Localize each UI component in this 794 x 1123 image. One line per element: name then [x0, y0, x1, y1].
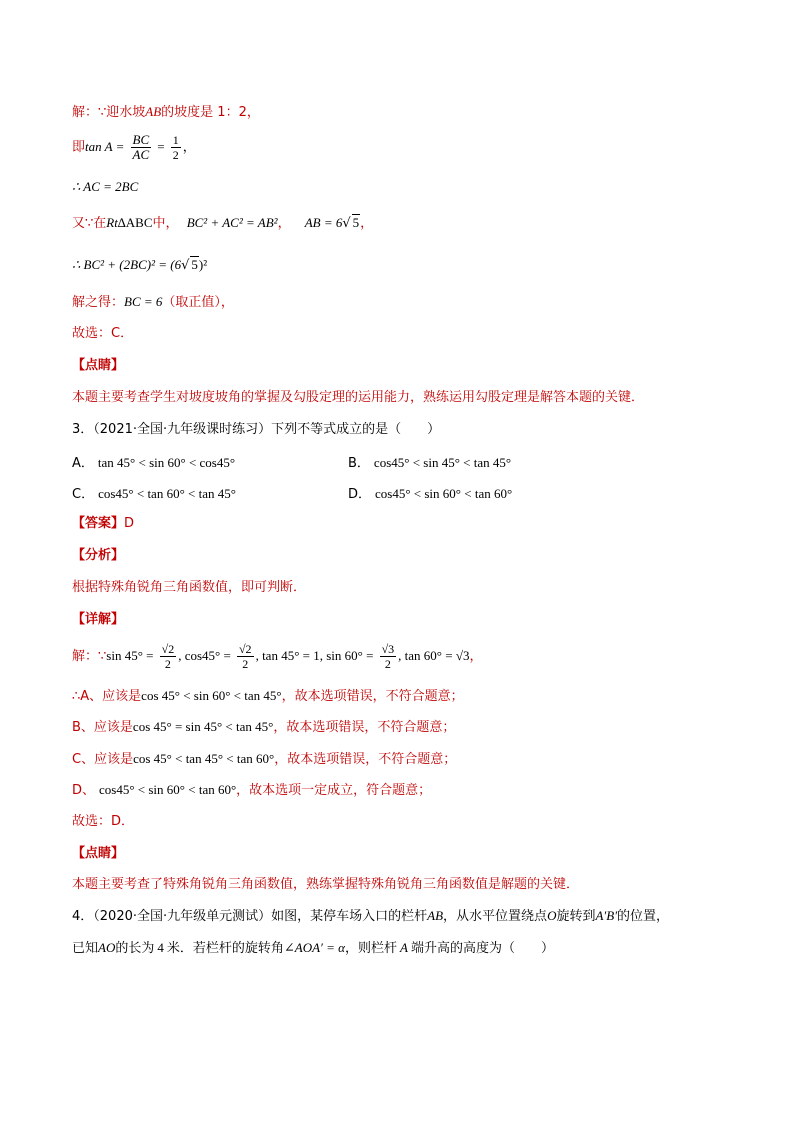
option-expression: cos45° < sin 60° < tan 60° [375, 486, 513, 501]
math: , cos45° = [178, 648, 231, 663]
question-source: （2021·全国·九年级课时练习） [93, 422, 272, 437]
math: cos45° < sin 60° < tan 60° [99, 782, 237, 797]
text: ，则栏杆 [345, 941, 398, 956]
q2-solution-line-6 [72, 293, 234, 312]
fraction-sqrt2-2 [237, 642, 254, 671]
text: 的位置， [617, 909, 670, 924]
option-expression: cos45° < tan 60° < tan 45° [98, 486, 236, 501]
math: AB = 6 [304, 215, 343, 230]
text: 已知 [72, 941, 99, 956]
math: 5 [191, 257, 198, 272]
denominator: 2 [384, 657, 391, 671]
q3-analysis-text: 根据特殊角锐角三角函数值，即可判断． [72, 580, 307, 595]
q4-stem-line-1 [72, 907, 669, 926]
q2-solution-line-7 [72, 325, 133, 343]
question-number: 4． [72, 909, 94, 924]
math: 4 [157, 940, 164, 955]
math: ∆ABC [117, 215, 153, 230]
numerator: 1 [172, 133, 179, 147]
q3-dianjing-text: 本题主要考查了特殊角锐角三角函数值，熟练掌握特殊角锐角三角函数值是解题的关键． [72, 877, 580, 892]
math: )² [198, 257, 208, 272]
q3-choose [72, 813, 134, 831]
radical-icon: √ [181, 258, 190, 273]
q3-detail-line-d [72, 781, 431, 800]
answer-value: D [124, 516, 135, 531]
text: （取正值）， [162, 295, 234, 310]
q2-solution-line-3 [72, 178, 138, 197]
text: B、应该是 [72, 720, 133, 735]
text: ， [277, 216, 291, 231]
text: 解：∵迎水坡 [72, 105, 146, 120]
math: BC² + AC² = AB² [186, 215, 278, 230]
text: ，故本选项错误，不符合题意； [274, 752, 457, 767]
option-label: A． [72, 456, 94, 471]
option-label: D． [348, 487, 372, 502]
question-stem: 下列不等式成立的是（ ） [271, 422, 441, 437]
q3-option-a [72, 452, 235, 471]
text: ． [121, 814, 135, 829]
q3-detail-line-b [72, 718, 455, 737]
denominator: 2 [164, 657, 171, 671]
q3-option-d [348, 483, 512, 502]
q2-dianjing-text: 本题主要考查学生对坡度坡角的掌握及勾股定理的运用能力，熟练运用勾股定理是解答本题的关键． [72, 390, 645, 405]
math: BC = 6 [124, 294, 163, 309]
text: 的长为 [115, 941, 155, 956]
text: 故选： [72, 814, 112, 829]
q2-solution-line-5 [72, 256, 207, 275]
answer: C [111, 326, 121, 341]
math: , tan 45° = 1, sin 60° = [255, 648, 374, 663]
q3-stem [72, 421, 440, 439]
math: A [400, 940, 408, 955]
q3-answer [72, 515, 134, 533]
text: 故选： [72, 326, 112, 341]
math: ∴ AC = 2BC [72, 179, 139, 194]
text: ， [182, 140, 196, 155]
denominator: 2 [242, 657, 249, 671]
option-expression: tan 45° < sin 60° < cos45° [97, 455, 236, 470]
text: ∴A、应该是 [72, 689, 142, 704]
denominator: 2 [172, 148, 179, 162]
math: cos 45° < sin 60° < tan 45° [141, 688, 282, 703]
math: O [547, 908, 557, 923]
radical-icon: √ [342, 216, 351, 231]
text: 即 [72, 140, 86, 155]
numerator: √2 [161, 642, 175, 656]
text: 旋转到 [556, 909, 596, 924]
math: ∠AOA′ = α [283, 940, 345, 955]
text: 又∵在 [72, 216, 107, 231]
q4-stem-line-2 [72, 939, 554, 958]
q3-detail-line-a [72, 687, 464, 706]
option-label: B． [348, 456, 370, 471]
math: A′B′ [595, 908, 618, 923]
denominator: AC [132, 147, 150, 162]
text: ，从水平位置绕点 [443, 909, 548, 924]
text: D、 [72, 783, 96, 798]
math: AB [427, 908, 444, 923]
text: 端升高的高度为（ ） [410, 941, 554, 956]
numerator: BC [132, 132, 150, 147]
text: 解之得： [72, 295, 125, 310]
math: 5 [352, 215, 360, 230]
question-number: 3． [72, 422, 94, 437]
text: ， [360, 216, 374, 231]
question-source: （2020·全国·九年级单元测试） [93, 909, 272, 924]
q2-solution-line-4 [72, 214, 373, 233]
math: tan A = [85, 139, 125, 154]
q2-solution-line-2: 即tan A = $\frac{BC}{AC}$ = $\frac{1}{2}$ ， [72, 132, 196, 162]
fraction-bc-ac [131, 133, 152, 162]
math: sin 45° = [106, 648, 154, 663]
numerator: √2 [238, 642, 252, 656]
answer: D [111, 814, 122, 829]
text: 米．若栏杆的旋转角 [166, 941, 284, 956]
text: ，故本选项错误，不符合题意； [273, 720, 456, 735]
math: AB [145, 104, 162, 119]
text: 解：∵ [72, 649, 107, 664]
fraction-sqrt3-2 [380, 642, 397, 671]
math: Rt [106, 215, 118, 230]
fraction-1-2 [171, 133, 181, 162]
q3-dianjing-heading: 【点睛】 [72, 846, 125, 861]
q3-option-c [72, 483, 236, 502]
text: ， [469, 649, 483, 664]
math: , tan 60° = √3 [398, 648, 470, 663]
math: AO [98, 940, 116, 955]
q3-option-b [348, 452, 511, 471]
text: ，故本选项一定成立，符合题意； [236, 783, 432, 798]
option-expression: cos45° < sin 45° < tan 45° [373, 455, 512, 470]
text: 如图，某停车场入口的栏杆 [271, 909, 428, 924]
math: cos 45° < tan 45° < tan 60° [133, 751, 275, 766]
q2-solution-line-1 [72, 103, 260, 122]
q3-detail-heading: 【详解】 [72, 612, 125, 627]
q3-detail-values [72, 637, 482, 675]
text: 的坡度是 1：2， [161, 105, 260, 120]
numerator: √3 [381, 642, 395, 656]
text: ，故本选项错误，不符合题意； [281, 689, 464, 704]
q3-analysis-heading: 【分析】 [72, 548, 125, 563]
q2-dianjing-heading: 【点睛】 [72, 358, 125, 373]
text: C、应该是 [72, 752, 134, 767]
q3-detail-line-c [72, 750, 456, 769]
text: 中， [152, 216, 179, 231]
option-label: C． [72, 487, 95, 502]
math: cos 45° = sin 45° < tan 45° [132, 719, 274, 734]
fraction-sqrt2-2 [160, 642, 177, 671]
math: ∴ BC² + (2BC)² = (6 [72, 257, 182, 272]
answer-heading: 【答案】 [72, 516, 125, 531]
text: ． [120, 326, 134, 341]
